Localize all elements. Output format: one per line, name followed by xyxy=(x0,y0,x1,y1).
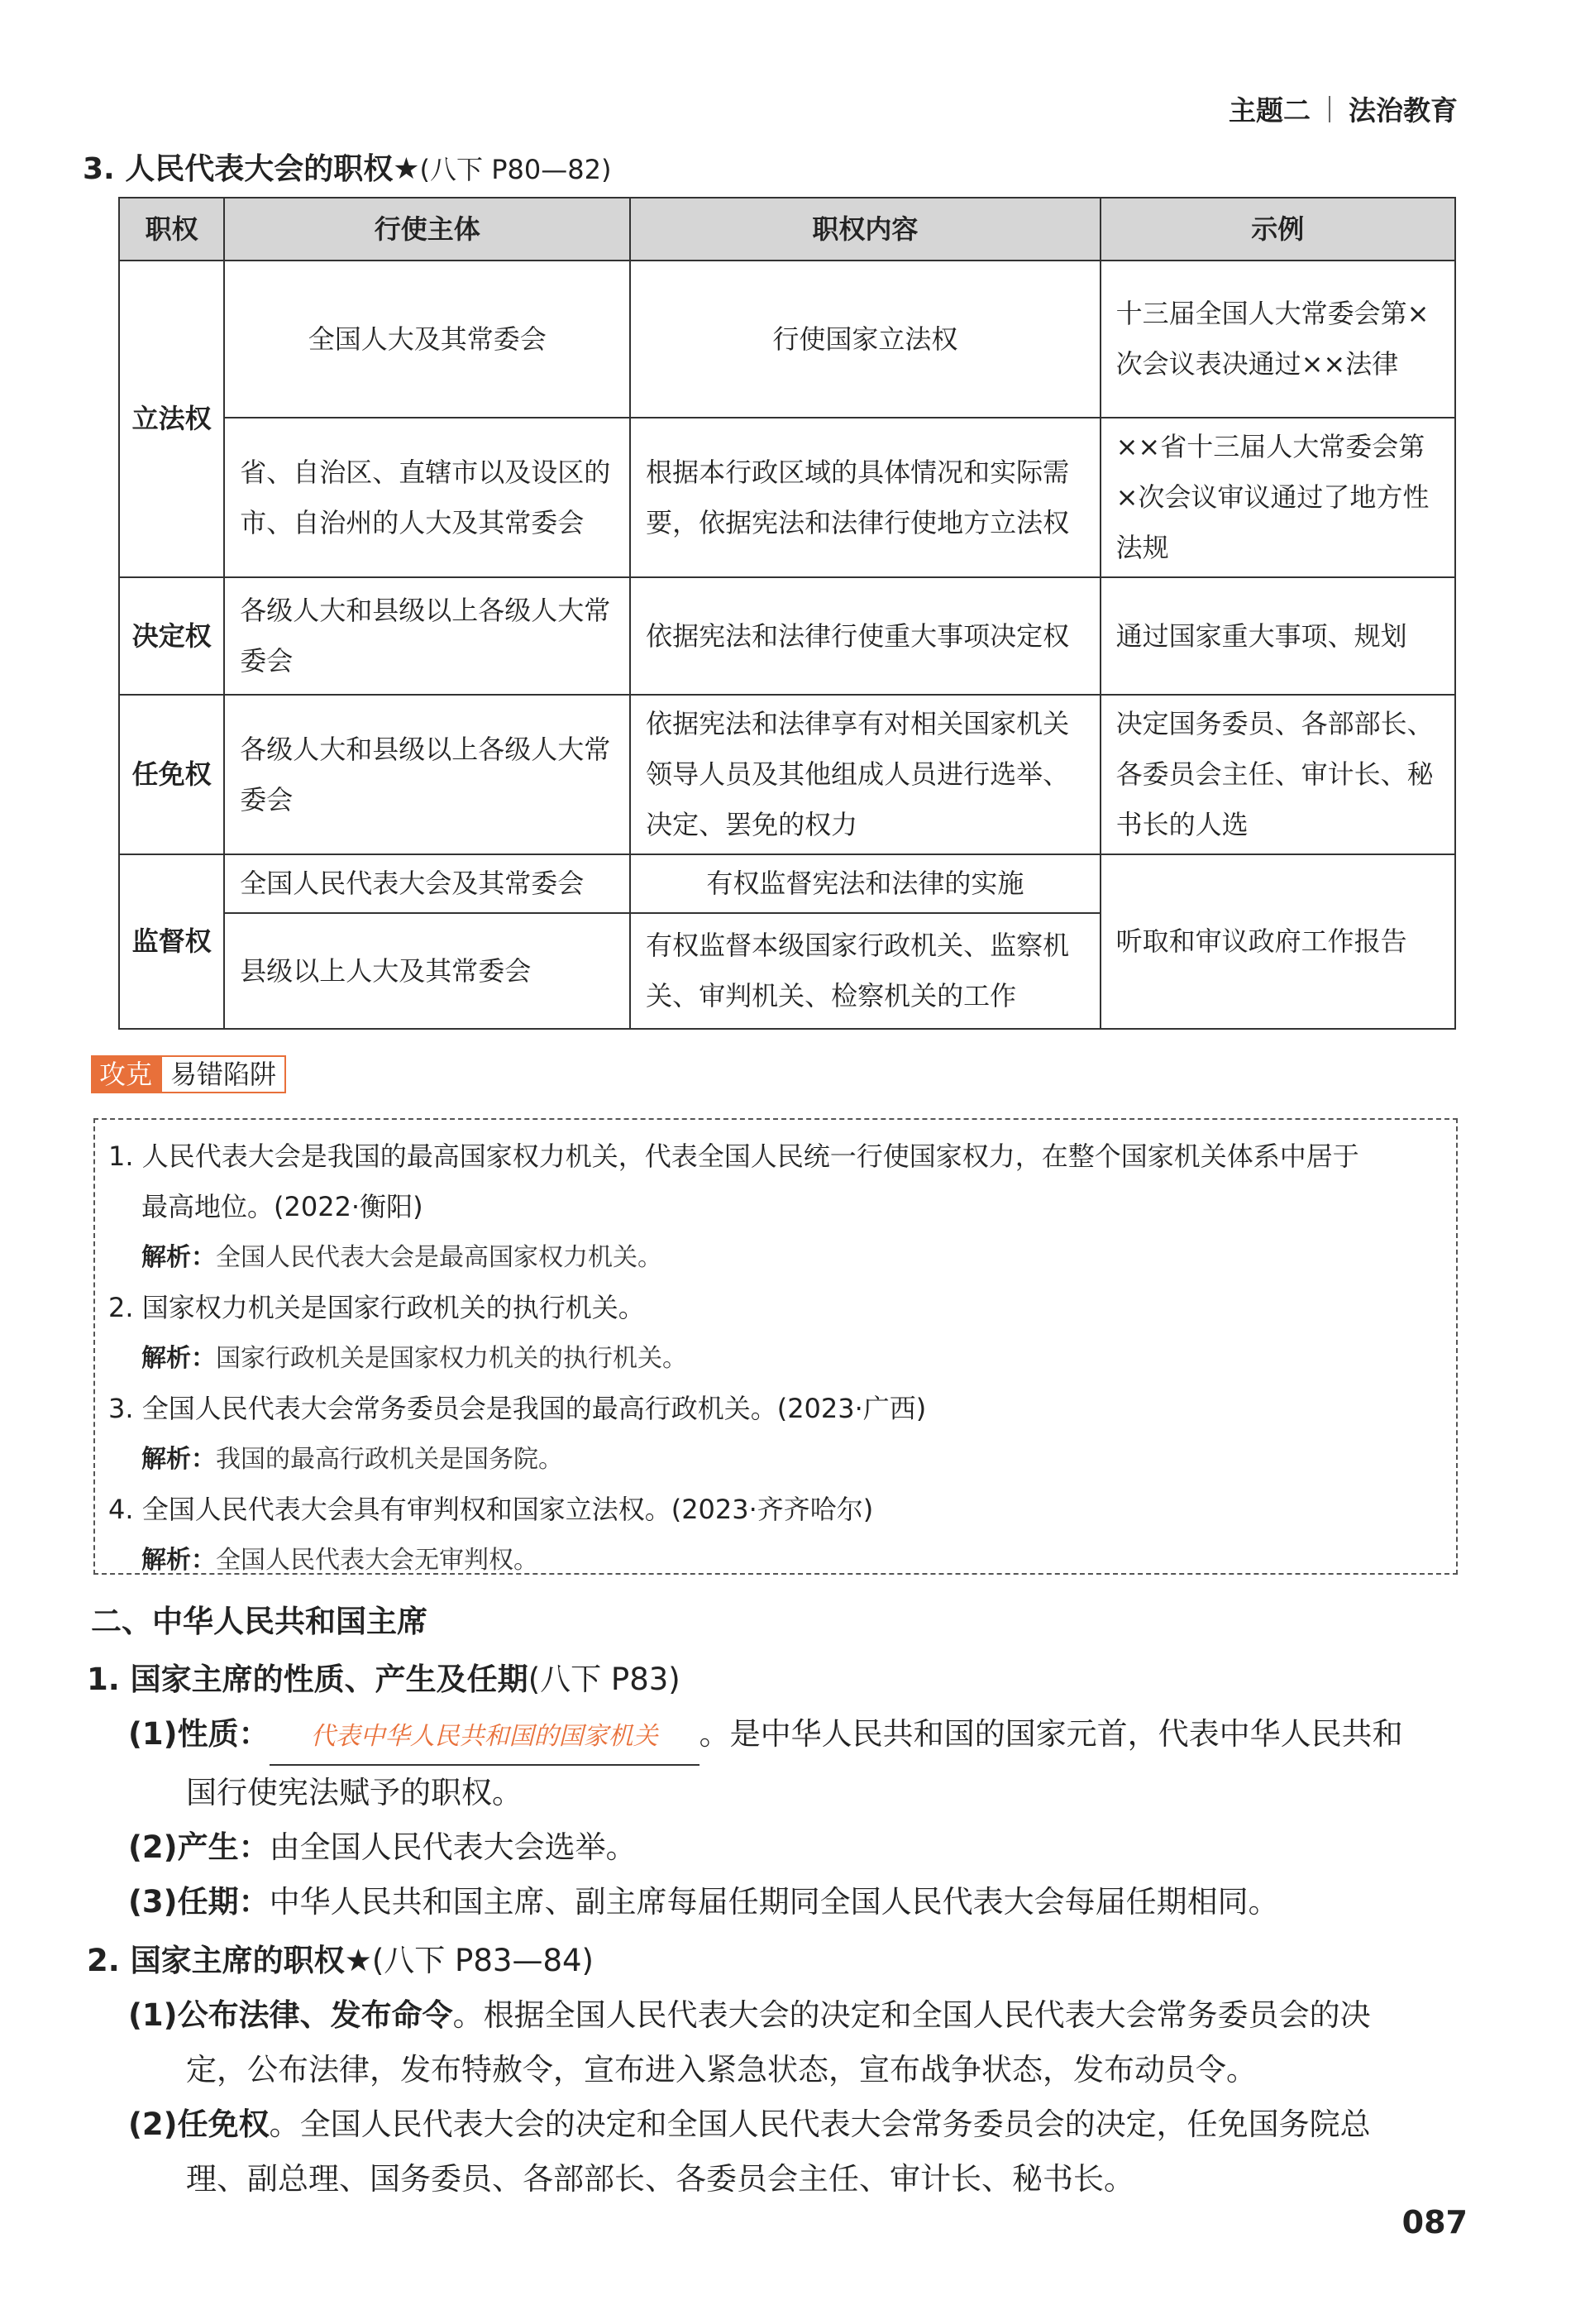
nature-fill-answer: 代表中华人民共和国的国家机关 xyxy=(270,1710,700,1766)
cell-example: 决定国务委员、各部部长、各委员会主任、审计长、秘书长的人选 xyxy=(1101,695,1455,854)
star-icon: ★ xyxy=(344,1943,372,1978)
table-row xyxy=(119,854,1455,913)
trap-question-text: 1. 人民代表大会是我国的最高国家权力机关，代表全国人民统一行使国家权力，在整个国家机关体系中居于 xyxy=(108,1140,1359,1172)
trap-question-cont: 最高地位。(2022·衡阳) xyxy=(141,1191,423,1222)
answer-label: 解析： xyxy=(141,1546,216,1575)
duties-table xyxy=(118,197,1456,1030)
section-3-title: 3. 人民代表大会的职权 xyxy=(83,152,394,186)
section-two-heading: 二、中华人民共和国主席 xyxy=(91,1604,427,1639)
nature-text: 。是中华人民共和国的国家元首，代表中华人民共和 xyxy=(699,1716,1403,1752)
cell-content: 依据宪法和法律行使重大事项决定权 xyxy=(630,577,1101,695)
row-head-legislative: 立法权 xyxy=(119,261,224,577)
trap-question xyxy=(108,1283,1443,1333)
cell-subject: 全国人民代表大会及其常委会 xyxy=(224,854,630,913)
cell-example: 听取和审议政府工作报告 xyxy=(1101,854,1455,1029)
trap-answer xyxy=(108,1535,1443,1585)
nature-text-cont: 国行使宪法赋予的职权。 xyxy=(186,1775,523,1810)
subsection-2-heading xyxy=(87,1934,1476,1988)
table-row xyxy=(119,418,1455,577)
answer-label: 解析： xyxy=(141,1344,216,1373)
term-item xyxy=(87,1875,1476,1929)
page-header xyxy=(1229,89,1458,128)
duty-item-2-label: (2)任免权 xyxy=(128,2106,270,2142)
col-header-example: 示例 xyxy=(1101,198,1455,261)
duty-item-2-cont: 理、副总理、国务委员、各部部长、各委员会主任、审计长、秘书长。 xyxy=(186,2161,1134,2197)
trap-answer xyxy=(108,1232,1443,1283)
cell-subject: 省、自治区、直辖市以及设区的市、自治州的人大及其常委会 xyxy=(224,418,630,577)
trap-answer-text: 国家行政机关是国家权力机关的执行机关。 xyxy=(216,1344,687,1373)
header-title: 法治教育 xyxy=(1349,94,1458,127)
cell-content: 有权监督本级国家行政机关、监察机关、审判机关、检察机关的工作 xyxy=(630,913,1101,1029)
president-nature-block xyxy=(87,1652,1476,1929)
col-header-content: 职权内容 xyxy=(630,198,1101,261)
section-3-ref: (八下 P80—82) xyxy=(419,154,612,185)
cell-content: 根据本行政区域的具体情况和实际需要，依据宪法和法律行使地方立法权 xyxy=(630,418,1101,577)
page-number: 087 xyxy=(1401,2204,1468,2240)
col-header-subject: 行使主体 xyxy=(224,198,630,261)
cell-subject: 各级人大和县级以上各级人大常委会 xyxy=(224,695,630,854)
trap-tag-prefix: 攻克 xyxy=(91,1055,160,1093)
trap-answer-text: 我国的最高行政机关是国务院。 xyxy=(216,1445,563,1474)
cell-content: 有权监督宪法和法律的实施 xyxy=(630,854,1101,913)
col-header-duty: 职权 xyxy=(119,198,224,261)
origin-text: 由全国人民代表大会选举。 xyxy=(269,1829,637,1865)
trap-answer xyxy=(108,1333,1443,1384)
trap-question xyxy=(108,1131,1443,1232)
table-header-row xyxy=(119,198,1455,261)
duty-item-2-text: 。全国人民代表大会的决定和全国人民代表大会常务委员会的决定，任免国务院总 xyxy=(269,2106,1371,2142)
cell-subject: 县级以上人大及其常委会 xyxy=(224,913,630,1029)
trap-question-text: 4. 全国人民代表大会具有审判权和国家立法权。(2023·齐齐哈尔) xyxy=(108,1494,874,1525)
cell-content: 行使国家立法权 xyxy=(630,261,1101,418)
subsection-2-title: 2. 国家主席的职权 xyxy=(87,1943,345,1978)
table-row xyxy=(119,695,1455,854)
duty-item-1 xyxy=(87,1988,1476,2097)
subsection-1-title: 1. 国家主席的性质、产生及任期 xyxy=(87,1662,528,1697)
table-row xyxy=(119,577,1455,695)
answer-label: 解析： xyxy=(141,1243,216,1272)
term-text: 中华人民共和国主席、副主席每届任期同全国人民代表大会每届任期相同。 xyxy=(269,1884,1279,1920)
duty-item-1-text: 。根据全国人民代表大会的决定和全国人民代表大会常务委员会的决 xyxy=(452,1997,1371,2033)
row-head-appointment: 任免权 xyxy=(119,695,224,854)
cell-content: 依据宪法和法律享有对相关国家机关领导人员及其他组成人员进行选举、决定、罢免的权力 xyxy=(630,695,1101,854)
duty-item-1-label: (1)公布法律、发布命令 xyxy=(128,1997,453,2033)
cell-example: 通过国家重大事项、规划 xyxy=(1101,577,1455,695)
star-icon: ★ xyxy=(393,152,420,186)
nature-item xyxy=(87,1707,1476,1820)
answer-label: 解析： xyxy=(141,1445,216,1474)
trap-question xyxy=(108,1384,1443,1434)
row-head-supervision: 监督权 xyxy=(119,854,224,1029)
trap-question-text: 2. 国家权力机关是国家行政机关的执行机关。 xyxy=(108,1292,645,1323)
section-3-heading xyxy=(83,146,611,188)
subsection-1-ref: (八下 P83) xyxy=(528,1662,680,1697)
subsection-2-ref: (八下 P83—84) xyxy=(371,1943,594,1978)
trap-answer-text: 全国人民代表大会是最高国家权力机关。 xyxy=(216,1243,662,1272)
header-theme: 主题二 xyxy=(1229,94,1311,127)
trap-box xyxy=(93,1118,1458,1575)
trap-tag-label: 易错陷阱 xyxy=(160,1055,286,1093)
duty-item-2 xyxy=(87,2097,1476,2207)
trap-answer xyxy=(108,1434,1443,1485)
trap-question xyxy=(108,1485,1443,1535)
cell-subject: 全国人大及其常委会 xyxy=(224,261,630,418)
header-separator xyxy=(1329,96,1330,122)
trap-answer-text: 全国人民代表大会无审判权。 xyxy=(216,1546,538,1575)
table-row xyxy=(119,261,1455,418)
cell-example: 十三届全国人大常委会第×次会议表决通过××法律 xyxy=(1101,261,1455,418)
origin-label: (2)产生： xyxy=(128,1829,270,1865)
row-head-decision: 决定权 xyxy=(119,577,224,695)
cell-subject: 各级人大和县级以上各级人大常委会 xyxy=(224,577,630,695)
origin-item xyxy=(87,1820,1476,1875)
trap-tag xyxy=(91,1055,286,1093)
president-duties-block xyxy=(87,1934,1476,2207)
trap-question-text: 3. 全国人民代表大会常务委员会是我国的最高行政机关。(2023·广西) xyxy=(108,1393,927,1424)
duty-item-1-cont: 定，公布法律，发布特赦令，宣布进入紧急状态，宣布战争状态，发布动员令。 xyxy=(186,2052,1257,2087)
nature-label: (1)性质： xyxy=(128,1716,270,1752)
term-label: (3)任期： xyxy=(128,1884,270,1920)
cell-example: ××省十三届人大常委会第×次会议审议通过了地方性法规 xyxy=(1101,418,1455,577)
subsection-1-heading xyxy=(87,1652,1476,1707)
